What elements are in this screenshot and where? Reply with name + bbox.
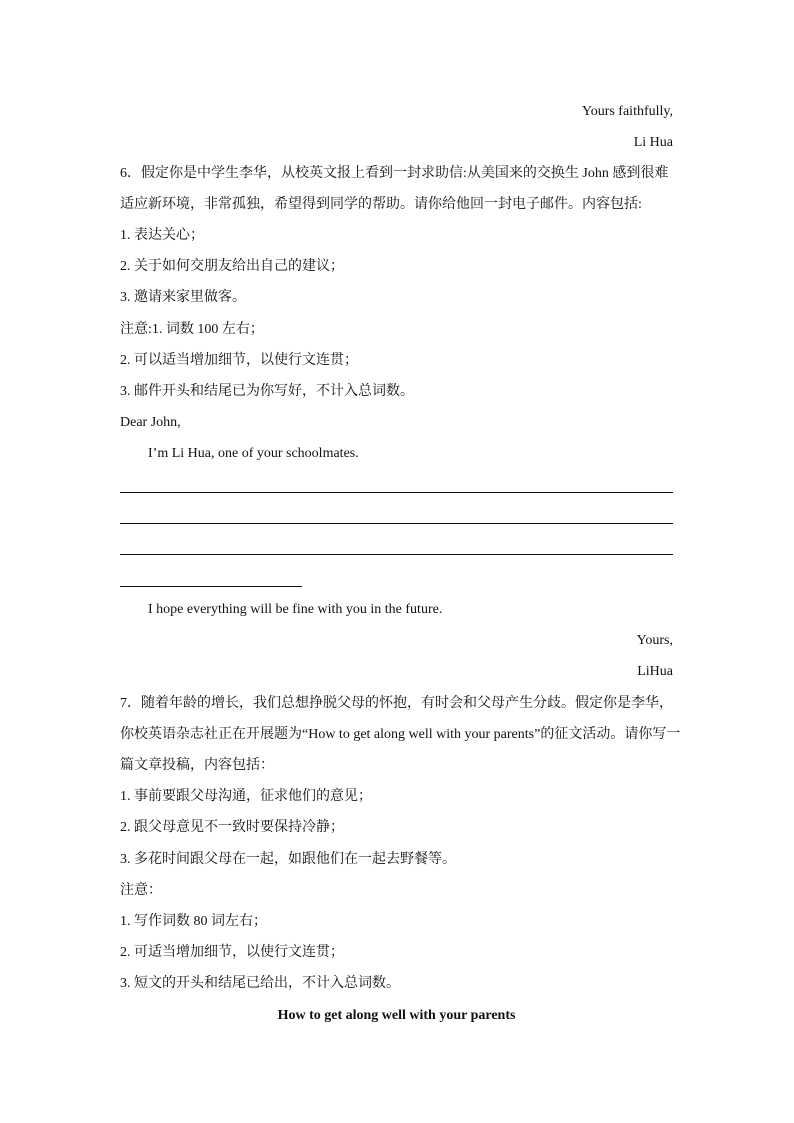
essay-title: How to get along well with your parents: [277, 1008, 516, 1023]
q7-item-1: 1. 事前要跟父母沟通，征求他们的意见；: [120, 789, 372, 804]
answer-line-3[interactable]: [120, 554, 673, 555]
q7-note-3: 3. 短文的开头和结尾已给出，不计入总词数。: [120, 976, 400, 991]
q7-note-2: 2. 可适当增加细节，以使行文连贯；: [120, 945, 344, 960]
q6-opening-sentence: I’m Li Hua, one of your schoolmates.: [148, 446, 359, 461]
q6-item-1: 1. 表达关心；: [120, 228, 204, 243]
q6-note-1: 注意:1. 词数 100 左右；: [120, 322, 264, 337]
q6-signoff: Yours,: [636, 633, 673, 648]
q7-prompt-line1: 7．随着年龄的增长，我们总想挣脱父母的怀抱，有时会和父母产生分歧。假定你是李华，: [120, 696, 673, 711]
answer-line-2[interactable]: [120, 523, 673, 524]
q6-closing-sentence: I hope everything will be fine with you in the future.: [148, 602, 443, 617]
q6-item-2: 2. 关于如何交朋友给出自己的建议；: [120, 259, 344, 274]
answer-line-4[interactable]: [120, 586, 302, 587]
q7-prompt-line2: 你校英语杂志社正在开展题为“How to get along well with your parents”的征文活动。请你写一: [120, 727, 681, 742]
q6-prompt-line1: 6．假定你是中学生李华，从校英文报上看到一封求助信:从美国来的交换生 John 感到很难: [120, 166, 669, 181]
q7-note-1: 1. 写作词数 80 词左右；: [120, 914, 267, 929]
q6-prompt-line2: 适应新环境，非常孤独，希望得到同学的帮助。请你给他回一封电子邮件。内容包括:: [120, 197, 642, 212]
prev-letter-closing: Yours faithfully,: [581, 104, 673, 119]
q6-item-3: 3. 邀请来家里做客。: [120, 290, 246, 305]
q6-note-3: 3. 邮件开头和结尾已为你写好，不计入总词数。: [120, 384, 414, 399]
q6-signature: LiHua: [637, 664, 673, 679]
q7-prompt-line3: 篇文章投稿，内容包括：: [120, 758, 274, 773]
q7-item-2: 2. 跟父母意见不一致时要保持冷静；: [120, 820, 344, 835]
answer-line-1[interactable]: [120, 492, 673, 493]
q7-note-label: 注意：: [120, 883, 162, 898]
q6-note-2: 2. 可以适当增加细节，以使行文连贯；: [120, 353, 358, 368]
q6-salutation: Dear John,: [120, 415, 181, 430]
prev-letter-signature: Li Hua: [633, 135, 673, 150]
q7-item-3: 3. 多花时间跟父母在一起，如跟他们在一起去野餐等。: [120, 852, 456, 867]
